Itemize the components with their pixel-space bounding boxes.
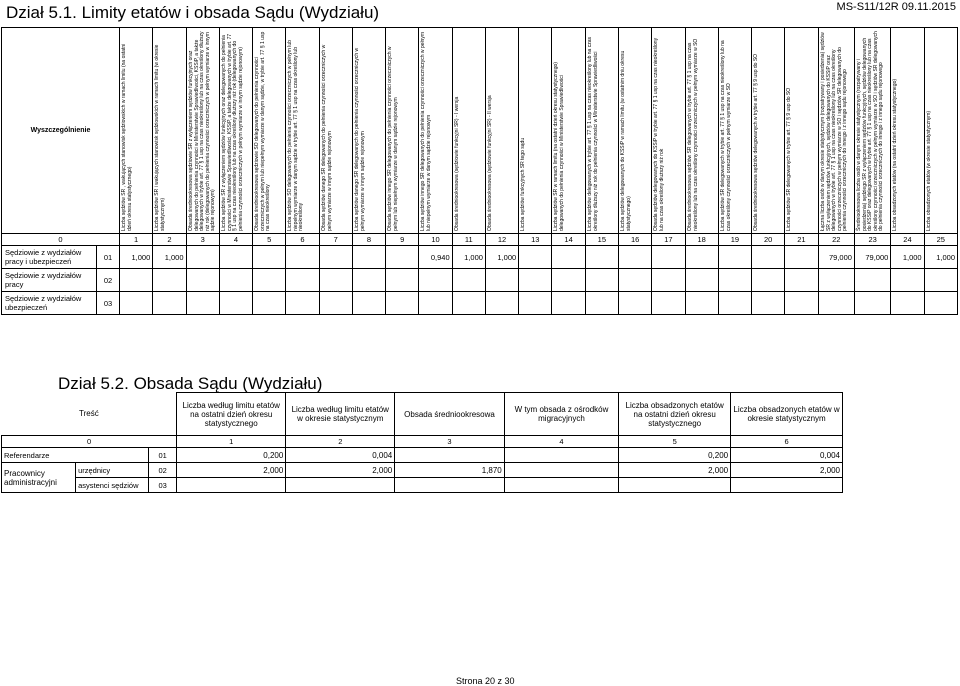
staffing-table xyxy=(1,392,843,493)
row-code: 01 xyxy=(149,448,177,463)
table-cell[interactable] xyxy=(419,292,452,315)
table-cell[interactable] xyxy=(352,269,385,292)
row-label: Sędziowie z wydziałów pracy xyxy=(2,269,97,292)
table-row xyxy=(2,269,958,292)
table-cell[interactable] xyxy=(652,292,685,315)
table-cell[interactable] xyxy=(452,292,485,315)
column-header xyxy=(319,28,352,234)
table-row xyxy=(2,292,958,315)
col-num: 19 xyxy=(718,234,751,246)
column-header-text: Obsada średniookresowa sędziów SR delegowanych w trybie art. 77 § 1 usp na czas nieokreślony lub na czas określony czynności orzeczniczych w pełnym wymiarze w SO xyxy=(686,38,699,231)
col-num: 2 xyxy=(153,234,186,246)
table-cell[interactable]: 1,000 xyxy=(485,246,518,269)
table-cell[interactable]: 0,200 xyxy=(177,448,286,463)
table-cell[interactable]: 1,870 xyxy=(395,463,505,478)
table-cell[interactable] xyxy=(120,292,153,315)
table-cell[interactable] xyxy=(319,246,352,269)
col-num: 14 xyxy=(552,234,585,246)
column-header xyxy=(585,28,618,234)
table-cell[interactable] xyxy=(891,292,924,315)
table-cell[interactable] xyxy=(731,478,843,493)
table-cell[interactable] xyxy=(752,246,785,269)
column-header xyxy=(519,28,552,234)
table-cell[interactable] xyxy=(685,269,718,292)
col-num: 21 xyxy=(785,234,818,246)
row-label: Referendarze xyxy=(2,448,149,463)
table-cell[interactable] xyxy=(286,292,319,315)
col-num: 8 xyxy=(352,234,385,246)
section2-title: Dział 5.2. Obsada Sądu (Wydziału) xyxy=(58,374,323,393)
table-cell[interactable]: 79,000 xyxy=(818,246,854,269)
table-cell[interactable] xyxy=(618,269,651,292)
table-cell[interactable] xyxy=(186,246,219,269)
table-cell[interactable] xyxy=(253,246,286,269)
row-code: 02 xyxy=(149,463,177,478)
column-header xyxy=(785,28,818,234)
header-migration: W tym obsada z ośrodków migracyjnych xyxy=(504,393,618,436)
table-cell[interactable] xyxy=(785,292,818,315)
table-cell[interactable] xyxy=(552,269,585,292)
table-cell[interactable] xyxy=(685,292,718,315)
table-cell[interactable] xyxy=(253,269,286,292)
header-filled-last-day: Liczba obsadzonych etatów na ostatni dzień okresu statystycznego xyxy=(619,393,731,436)
col-num: 3 xyxy=(395,436,505,448)
col-num: 22 xyxy=(818,234,854,246)
col-num: 15 xyxy=(585,234,618,246)
col-num: 10 xyxy=(419,234,452,246)
column-header xyxy=(752,28,785,234)
row-group-label: Pracownicy administracyjni xyxy=(2,463,76,493)
header-limit-period: Liczba według limitu etatów w okresie statystycznym xyxy=(286,393,395,436)
column-header-text: Obsada średniookresowa sędziów delegowanych w trybie art. 77 § 9 usp do SO xyxy=(753,53,760,231)
table-cell[interactable] xyxy=(891,269,924,292)
column-header-text: Łączna liczba osób w danym okresie statystycznym (rozpatrywany i posiedzenia) sędziów SR z wyłączeniem sędziów funkcyjnych, sędziów delegowanych do KSSiP oraz delegowanych w trybie art. 77 § 1 usp na czas nieokreślony lub na czas określony czynności orzeczniczych w pełnym wymiarze w SO i sędziów SR delegowanych do pełnienia czynności orzeczniczych do innego i z innego sądu rejonowego xyxy=(819,32,848,231)
table-cell[interactable] xyxy=(319,269,352,292)
column-header-text: Obsada sędziów delegowanych do KSSiP w trybie art. 77 § 1 usp na czas nieokreślony lub na czas określony dłuższy niż rok xyxy=(653,37,665,231)
table-cell[interactable] xyxy=(785,269,818,292)
col-num: 5 xyxy=(619,436,731,448)
col-num: 24 xyxy=(891,234,924,246)
table-cell[interactable] xyxy=(818,269,854,292)
table-cell[interactable]: 0,004 xyxy=(286,448,395,463)
header-limit-last-day: Liczba według limitu etatów na ostatni dzień okresu statystycznego xyxy=(177,393,286,436)
col-num: 2 xyxy=(286,436,395,448)
table-cell[interactable] xyxy=(219,292,252,315)
table-cell[interactable]: 2,000 xyxy=(177,463,286,478)
table-cell[interactable] xyxy=(585,246,618,269)
column-header xyxy=(618,28,651,234)
table-cell[interactable]: 0,940 xyxy=(419,246,452,269)
column-header xyxy=(924,28,957,234)
header-avg-staffing: Obsada średniookresowa xyxy=(395,393,505,436)
column-header-text: Liczba sędziów SR delegowanych w trybie art. 77 § 9 usp do SO xyxy=(786,87,793,231)
row-code: 01 xyxy=(97,246,120,269)
column-header-text: Średniookresowa liczba osób w danym okresie statystycznym (rozpatrywany i posiedzenia) sędziego SR z wyłączeniem sędziów funkcyjnych, sędziów delegowanych do KSSiP oraz delegowanych w trybie art. 77 § 1 usp na czas nieokreślony lub na czas określony czynności orzeczniczych w pełnym wymiarze w SO i sędziów SR delegowanych do pełnienia czynności orzeczniczych do innego i z innego sądu rejonowego xyxy=(855,31,885,231)
row-sub-label: urzędnicy xyxy=(76,463,149,478)
table-cell[interactable] xyxy=(452,269,485,292)
column-header xyxy=(253,28,286,234)
table-cell[interactable] xyxy=(120,269,153,292)
form-id: MS-S11/12R 09.11.2015 xyxy=(836,1,956,13)
table-cell[interactable] xyxy=(585,292,618,315)
column-header-text: Liczba obsadzonych etatów (w okresie statystycznym) xyxy=(925,110,932,231)
column-header-text: Obsada średniookresowa (sędziowie funkcyjni SR) - II wersja xyxy=(486,95,493,231)
col-num: 23 xyxy=(854,234,890,246)
corner-label: Wyszczególnienie xyxy=(2,28,120,234)
row-code: 02 xyxy=(97,269,120,292)
table-cell[interactable] xyxy=(219,269,252,292)
table-cell[interactable] xyxy=(924,292,957,315)
col-num: 17 xyxy=(652,234,685,246)
column-header-text: Liczba obsadzonych etatów (na ostatni dzień okresu statystycznego) xyxy=(892,78,899,231)
table-cell[interactable] xyxy=(485,292,518,315)
col-num: 0 xyxy=(2,436,177,448)
table-cell[interactable] xyxy=(504,478,618,493)
column-header xyxy=(685,28,718,234)
col-num: 3 xyxy=(186,234,219,246)
table-cell[interactable] xyxy=(352,246,385,269)
table-cell[interactable] xyxy=(924,269,957,292)
col-num: 1 xyxy=(120,234,153,246)
column-header-text: Liczba sędziów SR i wakujących stanowisk sędziowskich w ramach limitu (w okresie statystycznym) xyxy=(154,44,166,231)
column-header xyxy=(485,28,518,234)
table-cell[interactable] xyxy=(652,269,685,292)
table-cell[interactable]: 1,000 xyxy=(153,246,186,269)
table-cell[interactable] xyxy=(504,463,618,478)
table-cell[interactable] xyxy=(718,292,751,315)
table-cell[interactable] xyxy=(785,246,818,269)
row-code: 03 xyxy=(97,292,120,315)
table-cell[interactable] xyxy=(685,246,718,269)
table-cell[interactable]: 2,000 xyxy=(286,463,395,478)
table-cell[interactable] xyxy=(286,246,319,269)
table-cell[interactable] xyxy=(177,478,286,493)
column-header-text: Liczba sędziów delegowanych do KSSiP w ramach limitu (w ostatnim dniu okresu statystycznego) xyxy=(619,50,632,231)
column-header-text: Obsada sędziów danego SR delegowanych do pełnienia czynności orzeczniczych w pełnym wymiarze w innym sądzie rejonowym xyxy=(320,44,333,231)
row-sub-label: asystenci sędziów xyxy=(76,478,149,493)
column-header-text: Obsada średniookresowa sędziowie SR z wyłączeniem sędziów funkcyjnych oraz delegowanych do pełnienia czynności w Ministerstwie Sprawiedliwości, KSSiP, a także delegowanych w trybie art. 77 § 1 usp na czas nieokreślony lub na czas określony dłuższy niż rok (delegowanych do pełnienia czynności orzeczniczych w pełnym wymiarze w innym sądzie rejonowym) xyxy=(187,31,216,231)
table-cell[interactable] xyxy=(818,292,854,315)
table-cell[interactable] xyxy=(752,292,785,315)
table-cell[interactable] xyxy=(253,292,286,315)
col-num: 4 xyxy=(219,234,252,246)
column-header xyxy=(652,28,685,234)
table-cell[interactable] xyxy=(319,292,352,315)
column-header xyxy=(286,28,319,234)
header-filled-period: Liczba obsadzonych etatów w okresie statystycznym xyxy=(731,393,843,436)
table-cell[interactable] xyxy=(585,269,618,292)
table-cell[interactable]: 2,000 xyxy=(731,463,843,478)
table-cell[interactable] xyxy=(286,478,395,493)
table-cell[interactable]: 1,000 xyxy=(891,246,924,269)
column-header xyxy=(352,28,385,234)
column-header xyxy=(120,28,153,234)
column-header xyxy=(386,28,419,234)
table-cell[interactable] xyxy=(519,292,552,315)
table-cell[interactable] xyxy=(352,292,385,315)
column-header xyxy=(186,28,219,234)
table-cell[interactable] xyxy=(419,269,452,292)
table-cell[interactable] xyxy=(519,269,552,292)
table-cell[interactable] xyxy=(854,269,890,292)
table-cell[interactable] xyxy=(286,269,319,292)
col-num: 12 xyxy=(485,234,518,246)
column-header-text: Liczba sędziów danego SR delegowanych do pełnienia czynności orzeczniczych w pełnym wymiarze w innym sądzie rejonowym xyxy=(353,47,366,231)
table-cell[interactable] xyxy=(854,292,890,315)
table-cell[interactable] xyxy=(552,292,585,315)
col-num: 1 xyxy=(177,436,286,448)
table-cell[interactable] xyxy=(395,478,505,493)
col-num: 11 xyxy=(452,234,485,246)
table-cell[interactable] xyxy=(718,269,751,292)
header-tresc: Treść xyxy=(2,393,177,436)
column-header xyxy=(854,28,890,234)
col-num: 0 xyxy=(2,234,120,246)
col-num: 18 xyxy=(685,234,718,246)
table-cell[interactable] xyxy=(618,246,651,269)
section1-title: Dział 5.1. Limity etatów i obsada Sądu (Wydziału) xyxy=(6,3,380,22)
table-cell[interactable]: 1,000 xyxy=(924,246,957,269)
column-header xyxy=(718,28,751,234)
table-cell[interactable] xyxy=(153,269,186,292)
table-cell[interactable]: 0,004 xyxy=(731,448,843,463)
table-cell[interactable] xyxy=(504,448,618,463)
col-num: 16 xyxy=(618,234,651,246)
col-num: 4 xyxy=(504,436,618,448)
row-label: Sędziowie z wydziałów ubezpieczeń xyxy=(2,292,97,315)
col-num: 20 xyxy=(752,234,785,246)
table-cell[interactable] xyxy=(752,269,785,292)
table-row xyxy=(2,246,958,269)
column-header xyxy=(552,28,585,234)
table-cell[interactable]: 1,000 xyxy=(120,246,153,269)
col-num: 9 xyxy=(386,234,419,246)
column-header xyxy=(219,28,252,234)
limits-table xyxy=(1,27,958,315)
column-header-text: Obsada średniookresowa sędziowie SO delegowanych do pełnienia czynności orzeczniczych w pełnym lub niepełnym wymiarze w danym sądzie, w trybie art. 77 § 1 usp na czas nieokreślony xyxy=(254,31,272,231)
col-num: 7 xyxy=(319,234,352,246)
row-label: Sędziowie z wydziałów pracy i ubezpieczeń xyxy=(2,246,97,269)
column-header-text: Obsada sędziów innego SR delegowanych do pełnienia czynności orzeczniczych w pełnym lub niepełnym wymiarze w danym sądzie rejonowym xyxy=(387,46,399,231)
column-header-text: Liczba sędziów SR , wakujących stanowisk sędziowskich w ramach limitu (na ostatni dzień okresu statystycznego) xyxy=(121,43,133,231)
table-cell[interactable] xyxy=(618,292,651,315)
table-cell[interactable]: 79,000 xyxy=(854,246,890,269)
table-cell[interactable] xyxy=(718,246,751,269)
column-header-text: Liczba sędziów innego SR delegowanych do pełnienia czynności orzeczniczych w pełnym lub niepełnym wymiarze w danym sądzie rejonowym xyxy=(420,32,432,231)
column-header xyxy=(818,28,854,234)
column-header xyxy=(153,28,186,234)
table-cell[interactable] xyxy=(485,269,518,292)
table-cell[interactable]: 0,200 xyxy=(619,448,731,463)
column-header-text: Liczba sędziów SR z wyłączeniem sędziów funkcyjnych oraz delegowanych do pełnienia czynności w Ministerstwie Sprawiedliwości, KSSiP, a także delegowanych w trybie art. 77 § 1 usp na czas nieokreślony lub na czas określony dłuższy niż rok (delegowanych do pełnienia czynności orzeczniczych w pełnym wymiarze w innym sądzie rejonowym) xyxy=(220,33,244,231)
column-header-text: Liczba sędziów funkcyjnych SR tego sądu xyxy=(520,137,527,231)
table-cell[interactable] xyxy=(153,292,186,315)
col-num: 25 xyxy=(924,234,957,246)
col-num: 6 xyxy=(286,234,319,246)
table-cell[interactable] xyxy=(186,292,219,315)
table-cell[interactable] xyxy=(552,246,585,269)
table-cell[interactable] xyxy=(186,269,219,292)
table-cell[interactable] xyxy=(219,246,252,269)
col-num: 13 xyxy=(519,234,552,246)
table-cell[interactable] xyxy=(386,292,419,315)
table-cell[interactable] xyxy=(652,246,685,269)
column-header-text: Liczba sędziów SR w ramach limitu (na ostatni dzień okresu statystycznego) delegowanych do pełnienia czynności w Ministerstwie Sprawiedliwości xyxy=(553,62,566,231)
column-header-text: Liczba sędziów delegowanych w trybie art. 77 § 1 usp na czas nieokreślony lub na czas określony dłuższy niż rok do pełnienia czynności w Ministerstwie Sprawiedliwości xyxy=(586,37,599,231)
column-header xyxy=(419,28,452,234)
table-cell[interactable] xyxy=(519,246,552,269)
column-header-text: Liczba sędziów SO delegowanych do pełnienia czynności orzeczniczych w pełnym lub niepełnym wymiarze w danym sądzie w trybie art. 77 § 1 usp na czas określony lub nieokreślony xyxy=(287,40,305,231)
column-header xyxy=(452,28,485,234)
table-cell[interactable] xyxy=(386,269,419,292)
table-cell[interactable] xyxy=(619,478,731,493)
col-num: 5 xyxy=(253,234,286,246)
table-cell[interactable] xyxy=(395,448,505,463)
column-header xyxy=(891,28,924,234)
table-cell[interactable]: 1,000 xyxy=(452,246,485,269)
table-cell[interactable] xyxy=(386,246,419,269)
col-num: 6 xyxy=(731,436,843,448)
table-cell[interactable]: 2,000 xyxy=(619,463,731,478)
page-number: Strona 20 z 30 xyxy=(456,676,515,686)
row-code: 03 xyxy=(149,478,177,493)
column-header-text: Obsada średniookresowa (sędziowie funkcyjni SR) - I wersja xyxy=(453,96,460,231)
column-header-text: Liczba sędziów SR delegowanych w trybie art. 77 § 1 usp na czas nieokreślony lub na czas określony czynności orzeczniczych w pełnym wymiarze w SO xyxy=(719,40,732,231)
